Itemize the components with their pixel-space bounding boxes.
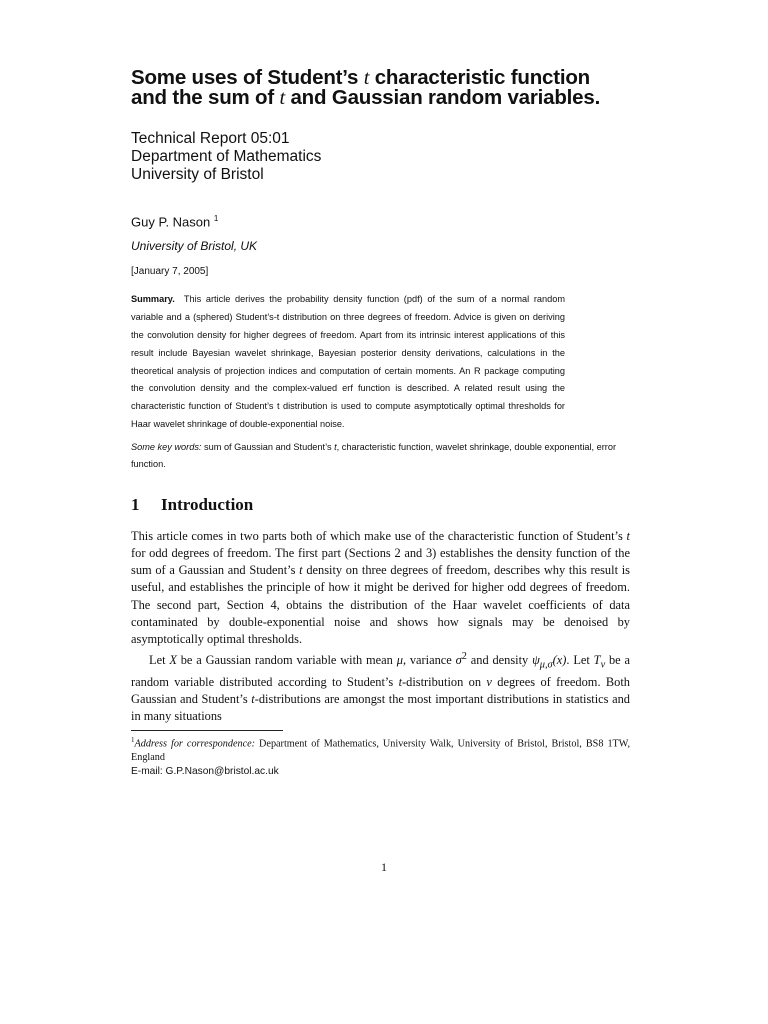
report-university: University of Bristol (131, 166, 264, 183)
summary-paragraph (131, 291, 565, 433)
report-info (131, 130, 630, 184)
report-department: Department of Mathematics (131, 148, 322, 165)
page-number: 1 (381, 860, 387, 874)
keywords-paragraph: Some key words: sum of Gaussian and Student’s t, characteristic function, wavelet shrinkage, double exponential, error function. (131, 441, 617, 469)
keywords-label: Some key words: (131, 441, 202, 452)
summary-label: Summary. (131, 294, 175, 305)
footnote (131, 733, 630, 779)
footnote-rule (131, 730, 283, 731)
footnote-email: E-mail: G.P.Nason@bristol.ac.uk (131, 765, 279, 777)
paper-page (131, 68, 630, 779)
footnote-label: Address for correspondence: (134, 737, 256, 749)
section-number: 1 (131, 494, 140, 514)
report-number: Technical Report 05:01 (131, 130, 290, 147)
report-date: [January 7, 2005] (131, 266, 209, 278)
intro-paragraph-2: Let X be a Gaussian random variable with mean μ, variance $\sigma^2$ and density $\psi_{\mu,\sigma}(x)$. Let $T_\nu$ be a random variable distributed according to Student’s t-distribution on ν degrees of freedom. Both Gaussian and Student’s t-distributions are amongst the most important distributions in statistics and in many situations (131, 651, 631, 724)
summary-text: This article derives the probability density function (pdf) of the sum of a normal random variable and a (sphered) Student’s-t distribution on three degrees of freedom. Advice is given on deriving the convolution density for higher degrees of freedom. Apart from its intrinsic interest applications of this result include Bayesian wavelet shrinkage, Bayesian posterior density derivations, calculations in the theoretical analysis of projection indices and computation of certain moments. An R package computing the convolution density and the complex-valued erf function is described. A related result using the characteristic function of Student’s t distribution is used to compute asymptotically optimal thresholds for Haar wavelet shrinkage of double-exponential noise. (131, 294, 565, 429)
intro-body (131, 528, 630, 726)
footnote-mark: 1 (131, 735, 135, 744)
author-affiliation: University of Bristol, UK (131, 239, 258, 254)
author-footnote-mark: 1 (213, 214, 219, 223)
intro-paragraph-1: This article comes in two parts both of which make use of the characteristic function of Student’s t for odd degrees of freedom. The first part (Sections 2 and 3) establishes the density function of the sum of a Gaussian and Student’s t density on three degrees of freedom, describes why this result is useful, and establishes the principle of how it might be derived for higher odd degrees of freedom. The second part, Section 4, obtains the distribution of the Haar wavelet coefficients of data contaminated by double-exponential noise and shows how signals may be denoised by asymptotically optimal thresholds. (131, 528, 630, 646)
footnote-address: Department of Mathematics, University Walk, University of Bristol, Bristol, BS8 1TW, England (131, 737, 631, 763)
section-title: Introduction (161, 494, 254, 514)
paper-title: Some uses of Student’s t characteristic function and the sum of t and Gaussian random variables. (131, 66, 601, 109)
section-heading (131, 495, 630, 515)
author-name: Guy P. Nason $^1$ (131, 214, 219, 230)
